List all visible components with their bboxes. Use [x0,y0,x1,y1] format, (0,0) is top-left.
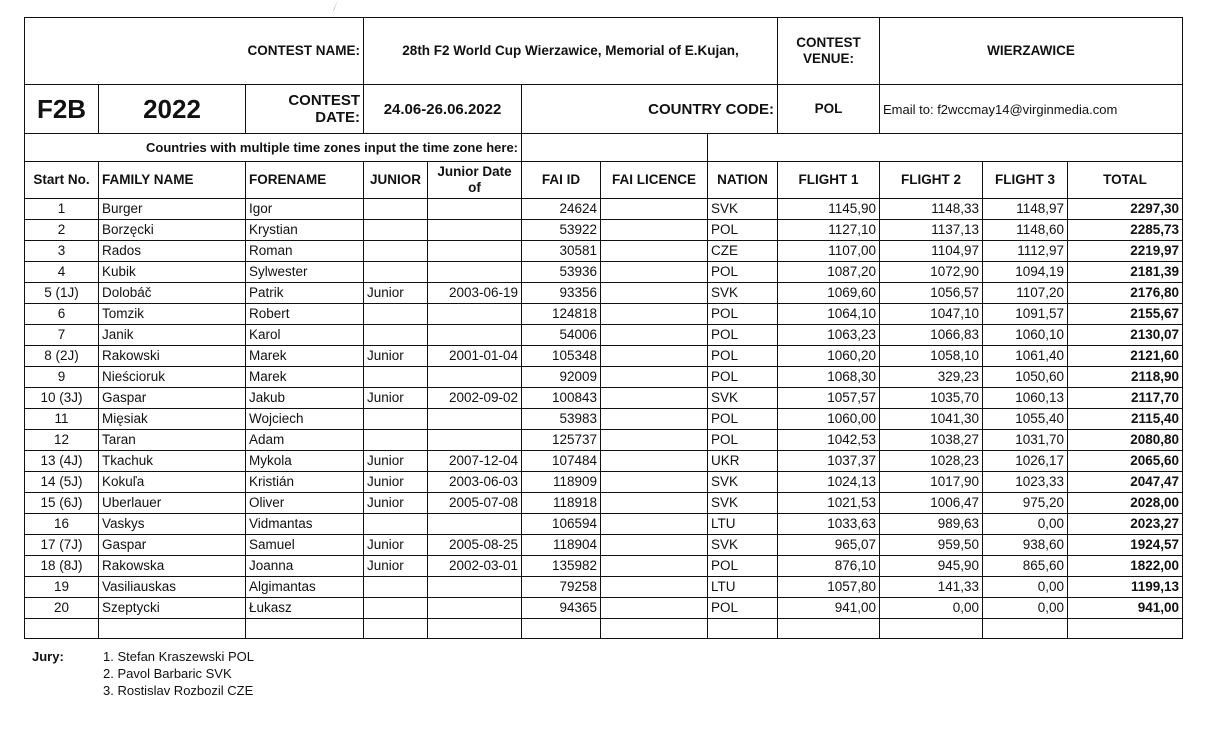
total-cell: 2181,39 [1068,262,1183,283]
table-row [25,262,1183,283]
flight-2-cell: 1137,13 [880,220,983,241]
fai-licence-cell [601,430,708,451]
jury-label: Jury: [32,649,64,664]
flight-2-cell: 959,50 [880,535,983,556]
forename-cell: Vidmantas [246,514,364,535]
junior-dob-cell [428,430,522,451]
fai-licence-cell [601,304,708,325]
forename-cell: Marek [246,367,364,388]
start-no-cell: 6 [25,304,99,325]
col-start-no: Start No. [25,162,99,199]
jury-member: 2. Pavol Barbaric SVK [103,666,232,681]
results-table [24,17,1183,639]
total-cell: 2130,07 [1068,325,1183,346]
col-flight-3: FLIGHT 3 [983,162,1068,199]
start-no-cell: 4 [25,262,99,283]
flight-3-cell: 1060,10 [983,325,1068,346]
table-row [25,409,1183,430]
flight-1-cell: 1087,20 [778,262,880,283]
flight-1-cell: 965,07 [778,535,880,556]
junior-dob-cell: 2007-12-04 [428,451,522,472]
start-no-cell: 7 [25,325,99,346]
start-no-cell: 14 (5J) [25,472,99,493]
forename-cell: Karol [246,325,364,346]
fai-licence-cell [601,220,708,241]
flight-1-cell: 1033,63 [778,514,880,535]
fai-licence-cell [601,577,708,598]
fai-id-cell: 107484 [522,451,601,472]
table-row [25,346,1183,367]
table-row [25,472,1183,493]
jury-member: 3. Rostislav Rozbozil CZE [103,683,254,698]
fai-licence-cell [601,535,708,556]
flight-1-cell: 941,00 [778,598,880,619]
fai-licence-cell [601,556,708,577]
fai-licence-cell [601,346,708,367]
table-row [25,598,1183,619]
fai-licence-cell [601,262,708,283]
table-row [25,241,1183,262]
junior-dob-cell: 2003-06-03 [428,472,522,493]
flight-3-cell: 1112,97 [983,241,1068,262]
nation-cell: POL [708,556,778,577]
jury-member: 1. Stefan Kraszewski POL [103,649,255,664]
col-family-name: FAMILY NAME [99,162,246,199]
family-name-cell: Gaspar [99,535,246,556]
col-nation: NATION [708,162,778,199]
column-header-row [25,162,1183,199]
flight-2-cell: 1017,90 [880,472,983,493]
table-row [25,283,1183,304]
contest-venue-label: CONTEST VENUE: [778,18,880,85]
timezone-row [25,134,1183,162]
junior-dob-cell [428,325,522,346]
family-name-cell: Vaskys [99,514,246,535]
forename-cell: Wojciech [246,409,364,430]
fai-id-cell: 24624 [522,199,601,220]
country-code: POL [778,85,880,134]
junior-dob-cell [428,262,522,283]
nation-cell: CZE [708,241,778,262]
flight-2-cell: 329,23 [880,367,983,388]
forename-cell: Oliver [246,493,364,514]
flight-1-cell: 1057,57 [778,388,880,409]
total-cell: 941,00 [1068,598,1183,619]
col-flight-2: FLIGHT 2 [880,162,983,199]
nation-cell: POL [708,220,778,241]
forename-cell: Łukasz [246,598,364,619]
start-no-cell: 13 (4J) [25,451,99,472]
forename-cell: Adam [246,430,364,451]
total-cell: 1199,13 [1068,577,1183,598]
total-cell: 2115,40 [1068,409,1183,430]
table-row [25,451,1183,472]
junior-dob-cell [428,409,522,430]
flight-3-cell: 1055,40 [983,409,1068,430]
table-row [25,493,1183,514]
nation-cell: SVK [708,283,778,304]
table-row [25,304,1183,325]
fai-id-cell: 30581 [522,241,601,262]
flight-1-cell: 1068,30 [778,367,880,388]
nation-cell: POL [708,262,778,283]
fai-id-cell: 135982 [522,556,601,577]
junior-cell [364,262,428,283]
family-name-cell: Kubik [99,262,246,283]
fai-id-cell: 53936 [522,262,601,283]
flight-2-cell: 1058,10 [880,346,983,367]
contest-date-label: CONTEST DATE: [246,85,364,134]
flight-3-cell: 1050,60 [983,367,1068,388]
fai-id-cell: 53983 [522,409,601,430]
nation-cell: POL [708,325,778,346]
flight-3-cell: 1023,33 [983,472,1068,493]
fai-licence-cell [601,367,708,388]
flight-3-cell: 1148,97 [983,199,1068,220]
family-name-cell: Uberlauer [99,493,246,514]
total-cell: 2080,80 [1068,430,1183,451]
flight-2-cell: 0,00 [880,598,983,619]
family-name-cell: Rakowski [99,346,246,367]
contest-class: F2B [25,85,99,134]
nation-cell: SVK [708,199,778,220]
family-name-cell: Dolobáč [99,283,246,304]
timezone-input[interactable] [522,134,708,162]
junior-cell: Junior [364,346,428,367]
flight-1-cell: 1060,20 [778,346,880,367]
nation-cell: POL [708,430,778,451]
family-name-cell: Janik [99,325,246,346]
fai-id-cell: 105348 [522,346,601,367]
nation-cell: UKR [708,451,778,472]
col-flight-1: FLIGHT 1 [778,162,880,199]
flight-2-cell: 1072,90 [880,262,983,283]
nation-cell: POL [708,409,778,430]
junior-cell: Junior [364,283,428,304]
start-no-cell: 2 [25,220,99,241]
country-code-label: COUNTRY CODE: [522,85,778,134]
family-name-cell: Mięsiak [99,409,246,430]
flight-3-cell: 865,60 [983,556,1068,577]
junior-dob-cell [428,598,522,619]
junior-dob-cell: 2005-07-08 [428,493,522,514]
junior-dob-cell [428,241,522,262]
flight-1-cell: 876,10 [778,556,880,577]
junior-dob-cell: 2002-09-02 [428,388,522,409]
flight-2-cell: 1041,30 [880,409,983,430]
nation-cell: SVK [708,388,778,409]
family-name-cell: Vasiliauskas [99,577,246,598]
nation-cell: POL [708,346,778,367]
junior-cell [364,577,428,598]
junior-cell [364,367,428,388]
flight-3-cell: 1060,13 [983,388,1068,409]
forename-cell: Krystian [246,220,364,241]
forename-cell: Marek [246,346,364,367]
flight-2-cell: 1066,83 [880,325,983,346]
fai-id-cell: 100843 [522,388,601,409]
nation-cell: POL [708,304,778,325]
nation-cell: SVK [708,493,778,514]
fai-licence-cell [601,598,708,619]
flight-3-cell: 938,60 [983,535,1068,556]
flight-3-cell: 0,00 [983,577,1068,598]
fai-licence-cell [601,472,708,493]
table-row [25,556,1183,577]
flight-2-cell: 1148,33 [880,199,983,220]
junior-cell [364,598,428,619]
flight-3-cell: 0,00 [983,514,1068,535]
nation-cell: POL [708,367,778,388]
fai-id-cell: 54006 [522,325,601,346]
flight-1-cell: 1069,60 [778,283,880,304]
table-row [25,199,1183,220]
flight-3-cell: 1094,19 [983,262,1068,283]
junior-cell [364,514,428,535]
junior-cell [364,325,428,346]
junior-cell: Junior [364,556,428,577]
nation-cell: SVK [708,472,778,493]
forename-cell: Jakub [246,388,364,409]
total-cell: 2176,80 [1068,283,1183,304]
junior-dob-cell: 2001-01-04 [428,346,522,367]
nation-cell: POL [708,598,778,619]
nation-cell: SVK [708,535,778,556]
forename-cell: Mykola [246,451,364,472]
junior-dob-cell [428,367,522,388]
nation-cell: LTU [708,577,778,598]
junior-cell [364,430,428,451]
flight-1-cell: 1042,53 [778,430,880,451]
contest-date: 24.06-26.06.2022 [364,85,522,134]
fai-id-cell: 118918 [522,493,601,514]
junior-cell: Junior [364,388,428,409]
results-body [25,199,1183,619]
forename-cell: Kristián [246,472,364,493]
flight-3-cell: 975,20 [983,493,1068,514]
total-cell: 2121,60 [1068,346,1183,367]
flight-1-cell: 1060,00 [778,409,880,430]
fai-id-cell: 92009 [522,367,601,388]
forename-cell: Roman [246,241,364,262]
total-cell: 2219,97 [1068,241,1183,262]
family-name-cell: Tkachuk [99,451,246,472]
start-no-cell: 17 (7J) [25,535,99,556]
flight-2-cell: 1104,97 [880,241,983,262]
junior-cell: Junior [364,493,428,514]
flight-1-cell: 1064,10 [778,304,880,325]
start-no-cell: 18 (8J) [25,556,99,577]
forename-cell: Robert [246,304,364,325]
start-no-cell: 9 [25,367,99,388]
total-cell: 2297,30 [1068,199,1183,220]
jury-list [103,648,254,699]
flight-1-cell: 1024,13 [778,472,880,493]
family-name-cell: Burger [99,199,246,220]
junior-cell [364,241,428,262]
junior-dob-cell [428,304,522,325]
results-sheet [24,17,1182,639]
junior-cell: Junior [364,535,428,556]
col-junior: JUNIOR [364,162,428,199]
forename-cell: Patrik [246,283,364,304]
col-forename: FORENAME [246,162,364,199]
nation-cell: LTU [708,514,778,535]
fai-licence-cell [601,241,708,262]
total-cell: 2023,27 [1068,514,1183,535]
family-name-cell: Borzęcki [99,220,246,241]
flight-3-cell: 1031,70 [983,430,1068,451]
junior-dob-cell [428,220,522,241]
start-no-cell: 5 (1J) [25,283,99,304]
start-no-cell: 3 [25,241,99,262]
fai-id-cell: 93356 [522,283,601,304]
junior-dob-cell: 2005-08-25 [428,535,522,556]
flight-2-cell: 945,90 [880,556,983,577]
forename-cell: Algimantas [246,577,364,598]
fai-licence-cell [601,325,708,346]
flight-1-cell: 1057,80 [778,577,880,598]
flight-2-cell: 141,33 [880,577,983,598]
fai-licence-cell [601,493,708,514]
col-junior-dob: Junior Date of [428,162,522,199]
total-cell: 2065,60 [1068,451,1183,472]
table-row [25,577,1183,598]
flight-2-cell: 1035,70 [880,388,983,409]
start-no-cell: 12 [25,430,99,451]
fai-id-cell: 124818 [522,304,601,325]
forename-cell: Igor [246,199,364,220]
junior-dob-cell [428,199,522,220]
forename-cell: Samuel [246,535,364,556]
flight-1-cell: 1063,23 [778,325,880,346]
junior-dob-cell: 2003-06-19 [428,283,522,304]
fai-licence-cell [601,409,708,430]
table-row [25,367,1183,388]
fai-licence-cell [601,514,708,535]
contest-name-row [25,18,1183,85]
contest-name-label: CONTEST NAME: [25,18,364,85]
family-name-cell: Nieścioruk [99,367,246,388]
total-cell: 2117,70 [1068,388,1183,409]
empty-row [25,619,1183,639]
total-cell: 2285,73 [1068,220,1183,241]
timezone-blank [708,134,1183,162]
table-row [25,388,1183,409]
table-row [25,430,1183,451]
junior-dob-cell [428,577,522,598]
junior-cell [364,409,428,430]
total-cell: 1924,57 [1068,535,1183,556]
start-no-cell: 8 (2J) [25,346,99,367]
junior-cell [364,220,428,241]
family-name-cell: Taran [99,430,246,451]
fai-id-cell: 118904 [522,535,601,556]
flight-2-cell: 989,63 [880,514,983,535]
col-fai-licence: FAI LICENCE [601,162,708,199]
junior-cell [364,304,428,325]
forename-cell: Joanna [246,556,364,577]
total-cell: 1822,00 [1068,556,1183,577]
family-name-cell: Rados [99,241,246,262]
flight-1-cell: 1021,53 [778,493,880,514]
junior-cell: Junior [364,472,428,493]
fai-licence-cell [601,283,708,304]
total-cell: 2047,47 [1068,472,1183,493]
fai-id-cell: 118909 [522,472,601,493]
contact-email: Email to: f2wccmay14@virginmedia.com [880,85,1183,134]
table-row [25,514,1183,535]
flight-3-cell: 1107,20 [983,283,1068,304]
start-no-cell: 20 [25,598,99,619]
flight-2-cell: 1006,47 [880,493,983,514]
junior-cell: Junior [364,451,428,472]
fai-id-cell: 106594 [522,514,601,535]
family-name-cell: Gaspar [99,388,246,409]
contest-name: 28th F2 World Cup Wierzawice, Memorial of E.Kujan, [364,18,778,85]
col-fai-id: FAI ID [522,162,601,199]
flight-1-cell: 1107,00 [778,241,880,262]
fai-id-cell: 79258 [522,577,601,598]
table-row [25,535,1183,556]
timezone-note: Countries with multiple time zones input the time zone here: [25,134,522,162]
start-no-cell: 10 (3J) [25,388,99,409]
table-row [25,325,1183,346]
total-cell: 2118,90 [1068,367,1183,388]
flight-3-cell: 0,00 [983,598,1068,619]
table-row [25,220,1183,241]
start-no-cell: 19 [25,577,99,598]
start-no-cell: 11 [25,409,99,430]
start-no-cell: 15 (6J) [25,493,99,514]
flight-2-cell: 1038,27 [880,430,983,451]
start-no-cell: 16 [25,514,99,535]
flight-3-cell: 1148,60 [983,220,1068,241]
flight-3-cell: 1026,17 [983,451,1068,472]
fai-licence-cell [601,451,708,472]
contest-date-row [25,85,1183,134]
flight-3-cell: 1061,40 [983,346,1068,367]
family-name-cell: Rakowska [99,556,246,577]
fai-licence-cell [601,388,708,409]
family-name-cell: Szeptycki [99,598,246,619]
contest-venue: WIERZAWICE [880,18,1183,85]
flight-3-cell: 1091,57 [983,304,1068,325]
fai-id-cell: 53922 [522,220,601,241]
start-no-cell: 1 [25,199,99,220]
flight-2-cell: 1047,10 [880,304,983,325]
junior-dob-cell [428,514,522,535]
junior-dob-cell: 2002-03-01 [428,556,522,577]
fai-id-cell: 94365 [522,598,601,619]
family-name-cell: Tomzik [99,304,246,325]
flight-2-cell: 1056,57 [880,283,983,304]
flight-2-cell: 1028,23 [880,451,983,472]
flight-1-cell: 1127,10 [778,220,880,241]
fai-id-cell: 125737 [522,430,601,451]
flight-1-cell: 1145,90 [778,199,880,220]
fai-licence-cell [601,199,708,220]
contest-year: 2022 [99,85,246,134]
total-cell: 2028,00 [1068,493,1183,514]
junior-cell [364,199,428,220]
forename-cell: Sylwester [246,262,364,283]
total-cell: 2155,67 [1068,304,1183,325]
flight-1-cell: 1037,37 [778,451,880,472]
family-name-cell: Kokuľa [99,472,246,493]
col-total: TOTAL [1068,162,1183,199]
